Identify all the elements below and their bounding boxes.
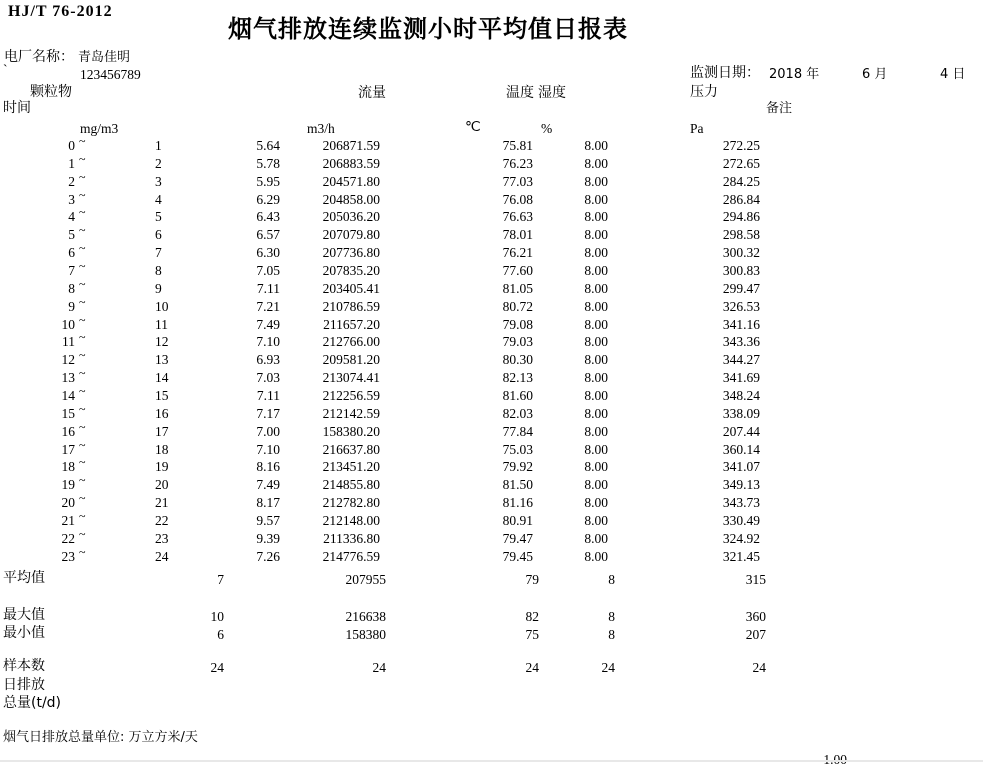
table-row	[0, 330, 983, 352]
cell-pressure: 349.13	[722, 477, 760, 493]
date-year: 2018 年	[769, 67, 820, 82]
cell-tilde: ~	[79, 241, 86, 256]
cell-flow: 207079.80	[322, 227, 380, 243]
cell-pressure: 272.65	[722, 155, 760, 171]
cell-humidity: 8.00	[584, 441, 608, 457]
cell-humidity: 8.00	[584, 423, 608, 439]
unit-temp: ℃	[465, 120, 481, 135]
summary-count-label: 样本数	[3, 658, 45, 674]
table-row	[0, 384, 983, 406]
cell-dust: 7.05	[256, 263, 280, 279]
table-row	[0, 223, 983, 245]
cell-hour-end: 9	[155, 280, 162, 296]
cell-flow: 210786.59	[322, 298, 380, 314]
table-row	[0, 455, 983, 477]
cell-humidity: 8.00	[584, 405, 608, 421]
table-row	[0, 526, 983, 549]
cell-humidity: 8.00	[584, 370, 608, 386]
cell-flow: 212148.00	[322, 513, 380, 529]
cell-flow: 212782.80	[322, 495, 380, 511]
cell-hour-start: 19	[61, 477, 75, 493]
cell-humidity: 8.00	[584, 495, 608, 511]
cell-temp: 81.60	[502, 388, 533, 404]
summary-max-dust: 10	[210, 609, 224, 624]
cell-flow: 212256.59	[322, 388, 380, 404]
table-row	[0, 312, 983, 335]
table-row	[0, 276, 983, 299]
cell-dust: 7.11	[256, 388, 280, 404]
cell-tilde: ~	[79, 384, 86, 399]
cell-tilde: ~	[79, 294, 86, 309]
cell-flow: 203405.41	[322, 280, 380, 296]
cell-tilde: ~	[79, 134, 86, 148]
cell-flow: 211336.80	[323, 530, 380, 546]
cell-dust: 7.00	[256, 423, 280, 439]
cell-flow: 214776.59	[322, 548, 380, 564]
cell-dust: 7.11	[256, 280, 280, 296]
table-row	[0, 169, 983, 192]
cell-tilde: ~	[79, 401, 86, 416]
cell-hour-end: 18	[155, 441, 169, 457]
summary-count-dust: 24	[210, 660, 224, 675]
cell-hour-end: 16	[155, 405, 169, 421]
cell-tilde: ~	[79, 544, 86, 559]
table-row	[0, 401, 983, 424]
summary-count-flow: 24	[372, 660, 386, 675]
summary-min-pressure: 207	[745, 627, 766, 642]
cell-hour-start: 9	[68, 298, 75, 314]
cell-flow: 214855.80	[322, 477, 380, 493]
cell-dust: 7.17	[256, 405, 280, 421]
cell-tilde: ~	[79, 259, 86, 274]
cell-temp: 81.50	[502, 477, 533, 493]
summary-count-pressure: 24	[752, 660, 766, 675]
cell-humidity: 8.00	[584, 459, 608, 475]
cell-temp: 77.60	[502, 263, 533, 279]
table-row	[0, 187, 983, 210]
cell-pressure: 344.27	[722, 352, 760, 368]
cell-humidity: 8.00	[584, 298, 608, 314]
cell-hour-end: 17	[155, 423, 169, 439]
table-row	[0, 544, 983, 567]
cell-temp: 80.91	[502, 513, 533, 529]
monitor-date-label: 监测日期：	[690, 65, 760, 81]
col-header-dust: 颗粒物	[30, 84, 72, 100]
cell-dust: 7.49	[256, 316, 280, 332]
unit-humidity: %	[541, 121, 553, 136]
cell-dust: 7.10	[256, 441, 280, 457]
cell-flow: 212142.59	[322, 405, 380, 421]
cell-hour-start: 0	[68, 138, 75, 153]
cell-hour-start: 4	[68, 209, 75, 225]
cell-hour-start: 18	[61, 459, 75, 475]
cell-pressure: 343.73	[722, 495, 760, 511]
cell-pressure: 321.45	[722, 548, 760, 564]
cell-dust: 7.49	[256, 477, 280, 493]
data-table	[0, 134, 983, 567]
cell-dust: 7.10	[256, 334, 280, 350]
cell-humidity: 8.00	[584, 191, 608, 207]
unit-pressure: Pa	[690, 121, 704, 136]
col-header-humidity: 湿度	[538, 85, 566, 101]
cell-hour-end: 22	[155, 513, 169, 529]
summary-min-dust: 6	[217, 627, 224, 642]
cell-humidity: 8.00	[584, 513, 608, 529]
cell-humidity: 8.00	[584, 548, 608, 564]
cell-pressure: 360.14	[722, 441, 760, 457]
cell-humidity: 8.00	[584, 209, 608, 225]
cell-temp: 79.08	[502, 316, 533, 332]
table-row	[0, 366, 983, 388]
summary-max-temp: 82	[525, 609, 539, 624]
cell-temp: 75.81	[502, 138, 533, 153]
summary-min-flow: 158380	[345, 627, 386, 642]
table-row	[0, 294, 983, 317]
plant-tick: `	[3, 62, 8, 77]
cell-temp: 76.23	[502, 155, 533, 171]
cell-pressure: 326.53	[722, 298, 760, 314]
cell-humidity: 8.00	[584, 155, 608, 171]
cell-pressure: 341.16	[722, 316, 760, 332]
summary-max-pressure: 360	[745, 609, 766, 624]
cell-pressure: 300.83	[722, 263, 760, 279]
footer-note: 烟气日排放总量单位: 万立方米/天	[3, 730, 198, 745]
cell-flow: 207736.80	[322, 245, 380, 261]
cell-pressure: 299.47	[722, 280, 760, 296]
cell-hour-end: 3	[155, 173, 162, 189]
cell-temp: 81.05	[502, 280, 533, 296]
cell-pressure: 207.44	[722, 423, 760, 439]
cell-flow: 158380.20	[322, 423, 380, 439]
cell-flow: 205036.20	[322, 209, 380, 225]
daily-emission-label-line1: 日排放	[3, 677, 45, 693]
cell-tilde: ~	[79, 526, 86, 541]
cell-temp: 76.63	[502, 209, 533, 225]
cell-pressure: 298.58	[722, 227, 760, 243]
cell-dust: 7.26	[256, 548, 280, 564]
cell-tilde: ~	[79, 419, 86, 434]
cell-temp: 77.03	[502, 173, 533, 189]
summary-min-humidity: 8	[608, 627, 615, 642]
cell-temp: 79.45	[502, 548, 533, 564]
summary-count-humidity: 24	[601, 660, 615, 675]
cell-hour-end: 10	[155, 298, 169, 314]
cell-hour-end: 12	[155, 334, 169, 350]
cell-humidity: 8.00	[584, 477, 608, 493]
plant-code: 123456789	[80, 67, 141, 82]
cell-pressure: 330.49	[722, 513, 760, 529]
cell-temp: 75.03	[502, 441, 533, 457]
cell-temp: 82.03	[502, 405, 533, 421]
cell-tilde: ~	[79, 366, 86, 381]
table-row	[0, 509, 983, 531]
cell-hour-end: 23	[155, 530, 169, 546]
cell-humidity: 8.00	[584, 530, 608, 546]
summary-avg-pressure: 315	[745, 572, 766, 587]
cell-hour-start: 7	[68, 263, 75, 279]
cell-dust: 5.64	[256, 138, 280, 153]
cell-hour-end: 7	[155, 245, 162, 261]
plant-name-label: 电厂名称：	[4, 49, 74, 65]
cell-humidity: 8.00	[584, 316, 608, 332]
table-row	[0, 134, 983, 156]
cell-hour-start: 12	[61, 352, 75, 368]
table-row	[0, 241, 983, 263]
cell-hour-start: 5	[68, 227, 75, 243]
col-header-temp: 温度	[506, 85, 534, 101]
cell-tilde: ~	[79, 473, 86, 488]
cell-flow: 216637.80	[322, 441, 380, 457]
cell-hour-start: 10	[61, 316, 75, 332]
cell-humidity: 8.00	[584, 173, 608, 189]
cell-hour-start: 2	[68, 173, 75, 189]
cell-flow: 209581.20	[322, 352, 380, 368]
cell-hour-end: 2	[155, 155, 162, 171]
date-day: 4 日	[940, 67, 966, 82]
cell-hour-end: 5	[155, 209, 162, 225]
cell-hour-end: 1	[155, 138, 162, 153]
summary-avg-temp: 79	[525, 572, 539, 587]
plant-name: 青岛佳明	[78, 50, 131, 65]
cell-hour-start: 15	[61, 405, 75, 421]
col-header-time: 时间	[3, 100, 31, 116]
unit-dust: mg/m3	[80, 121, 119, 136]
col-header-remark: 备注	[766, 101, 793, 116]
cell-hour-end: 19	[155, 459, 169, 475]
cell-hour-end: 24	[155, 548, 169, 564]
cell-hour-start: 3	[68, 191, 75, 207]
cell-hour-start: 13	[61, 370, 75, 386]
col-header-pressure: 压力	[690, 84, 718, 100]
cell-pressure: 348.24	[722, 388, 760, 404]
cell-dust: 5.78	[256, 155, 280, 171]
cell-humidity: 8.00	[584, 280, 608, 296]
cell-humidity: 8.00	[584, 334, 608, 350]
cell-humidity: 8.00	[584, 263, 608, 279]
cell-hour-end: 6	[155, 227, 162, 243]
cell-hour-end: 4	[155, 191, 162, 207]
unit-flow: m3/h	[307, 121, 335, 136]
cell-temp: 79.03	[502, 334, 533, 350]
cell-dust: 8.17	[256, 495, 280, 511]
date-month: 6 月	[862, 67, 888, 82]
cell-temp: 79.92	[502, 459, 533, 475]
summary-max-flow: 216638	[345, 609, 386, 624]
cell-hour-start: 8	[68, 280, 75, 296]
cell-tilde: ~	[79, 223, 86, 238]
summary-avg-label: 平均值	[3, 570, 45, 586]
cell-dust: 6.57	[256, 227, 280, 243]
cell-pressure: 272.25	[722, 138, 760, 153]
cell-hour-start: 16	[61, 423, 75, 439]
cell-pressure: 324.92	[722, 530, 760, 546]
cell-tilde: ~	[79, 491, 86, 506]
standard-code: HJ/T 76-2012	[8, 3, 113, 20]
cell-tilde: ~	[79, 509, 86, 524]
cell-hour-start: 23	[61, 548, 75, 564]
table-row	[0, 419, 983, 442]
cell-pressure: 341.07	[722, 459, 760, 475]
cell-tilde: ~	[79, 455, 86, 470]
cell-dust: 9.57	[256, 513, 280, 529]
cell-temp: 76.08	[502, 191, 533, 207]
summary-min-label: 最小值	[3, 625, 45, 641]
cell-pressure: 300.32	[722, 245, 760, 261]
cell-pressure: 284.25	[722, 173, 760, 189]
cell-hour-end: 8	[155, 263, 162, 279]
table-row	[0, 151, 983, 174]
summary-max-humidity: 8	[608, 609, 615, 624]
cell-hour-start: 11	[62, 334, 75, 350]
cell-hour-start: 21	[61, 513, 75, 529]
cell-dust: 6.43	[256, 209, 280, 225]
summary-avg-humidity: 8	[608, 572, 615, 587]
bottom-divider	[0, 760, 983, 762]
cell-humidity: 8.00	[584, 352, 608, 368]
cell-hour-end: 15	[155, 388, 169, 404]
cell-flow: 212766.00	[322, 334, 380, 350]
cell-temp: 81.16	[502, 495, 533, 511]
summary-count-temp: 24	[525, 660, 539, 675]
cell-humidity: 8.00	[584, 138, 608, 153]
summary-min-temp: 75	[525, 627, 539, 642]
cell-pressure: 338.09	[722, 405, 760, 421]
cell-temp: 77.84	[502, 423, 533, 439]
cell-tilde: ~	[79, 276, 86, 291]
daily-emission-label-line2: 总量(t/d)	[3, 695, 62, 711]
cell-temp: 76.21	[502, 245, 533, 261]
table-row	[0, 491, 983, 513]
cell-flow: 213074.41	[322, 370, 380, 386]
cell-tilde: ~	[79, 169, 86, 184]
cell-flow: 211657.20	[323, 316, 380, 332]
cell-pressure: 294.86	[722, 209, 760, 225]
table-row	[0, 437, 983, 460]
cell-dust: 7.03	[256, 370, 280, 386]
cell-tilde: ~	[79, 437, 86, 452]
cell-hour-start: 14	[61, 388, 75, 404]
cell-temp: 82.13	[502, 370, 533, 386]
cell-tilde: ~	[79, 348, 86, 363]
table-row	[0, 205, 983, 227]
table-row	[0, 348, 983, 370]
cell-dust: 9.39	[256, 530, 280, 546]
cell-dust: 8.16	[256, 459, 280, 475]
cell-hour-start: 1	[68, 155, 75, 171]
cell-tilde: ~	[79, 312, 86, 327]
cell-tilde: ~	[79, 330, 86, 345]
cell-flow: 206883.59	[322, 155, 380, 171]
cell-hour-start: 17	[61, 441, 75, 457]
cell-humidity: 8.00	[584, 388, 608, 404]
cell-tilde: ~	[79, 151, 86, 166]
cell-dust: 7.21	[256, 298, 280, 314]
table-row	[0, 259, 983, 281]
cell-temp: 80.30	[502, 352, 533, 368]
cell-dust: 5.95	[256, 173, 280, 189]
cell-pressure: 341.69	[722, 370, 760, 386]
summary-max-label: 最大值	[3, 607, 45, 623]
cell-dust: 6.30	[256, 245, 280, 261]
cell-pressure: 286.84	[722, 191, 760, 207]
page-title: 烟气排放连续监测小时平均值日报表	[228, 15, 628, 43]
summary-avg-dust: 7	[217, 572, 224, 587]
cell-flow: 206871.59	[322, 138, 380, 153]
cell-hour-end: 13	[155, 352, 169, 368]
cell-pressure: 343.36	[722, 334, 760, 350]
cell-dust: 6.93	[256, 352, 280, 368]
cell-hour-start: 6	[68, 245, 75, 261]
cell-temp: 79.47	[502, 530, 533, 546]
cell-tilde: ~	[79, 205, 86, 220]
cell-flow: 204858.00	[322, 191, 380, 207]
cell-flow: 207835.20	[322, 263, 380, 279]
cell-hour-end: 20	[155, 477, 169, 493]
cell-flow: 213451.20	[322, 459, 380, 475]
cell-dust: 6.29	[256, 191, 280, 207]
cell-hour-end: 14	[155, 370, 169, 386]
cell-hour-end: 11	[155, 316, 168, 332]
cell-tilde: ~	[79, 187, 86, 202]
cell-hour-start: 22	[61, 530, 75, 546]
col-header-flow: 流量	[358, 85, 386, 101]
cell-hour-end: 21	[155, 495, 169, 511]
cell-hour-start: 20	[61, 495, 75, 511]
cell-temp: 78.01	[502, 227, 533, 243]
cell-humidity: 8.00	[584, 227, 608, 243]
cell-humidity: 8.00	[584, 245, 608, 261]
cell-flow: 204571.80	[322, 173, 380, 189]
table-row	[0, 473, 983, 495]
summary-avg-flow: 207955	[345, 572, 386, 587]
cell-temp: 80.72	[502, 298, 533, 314]
